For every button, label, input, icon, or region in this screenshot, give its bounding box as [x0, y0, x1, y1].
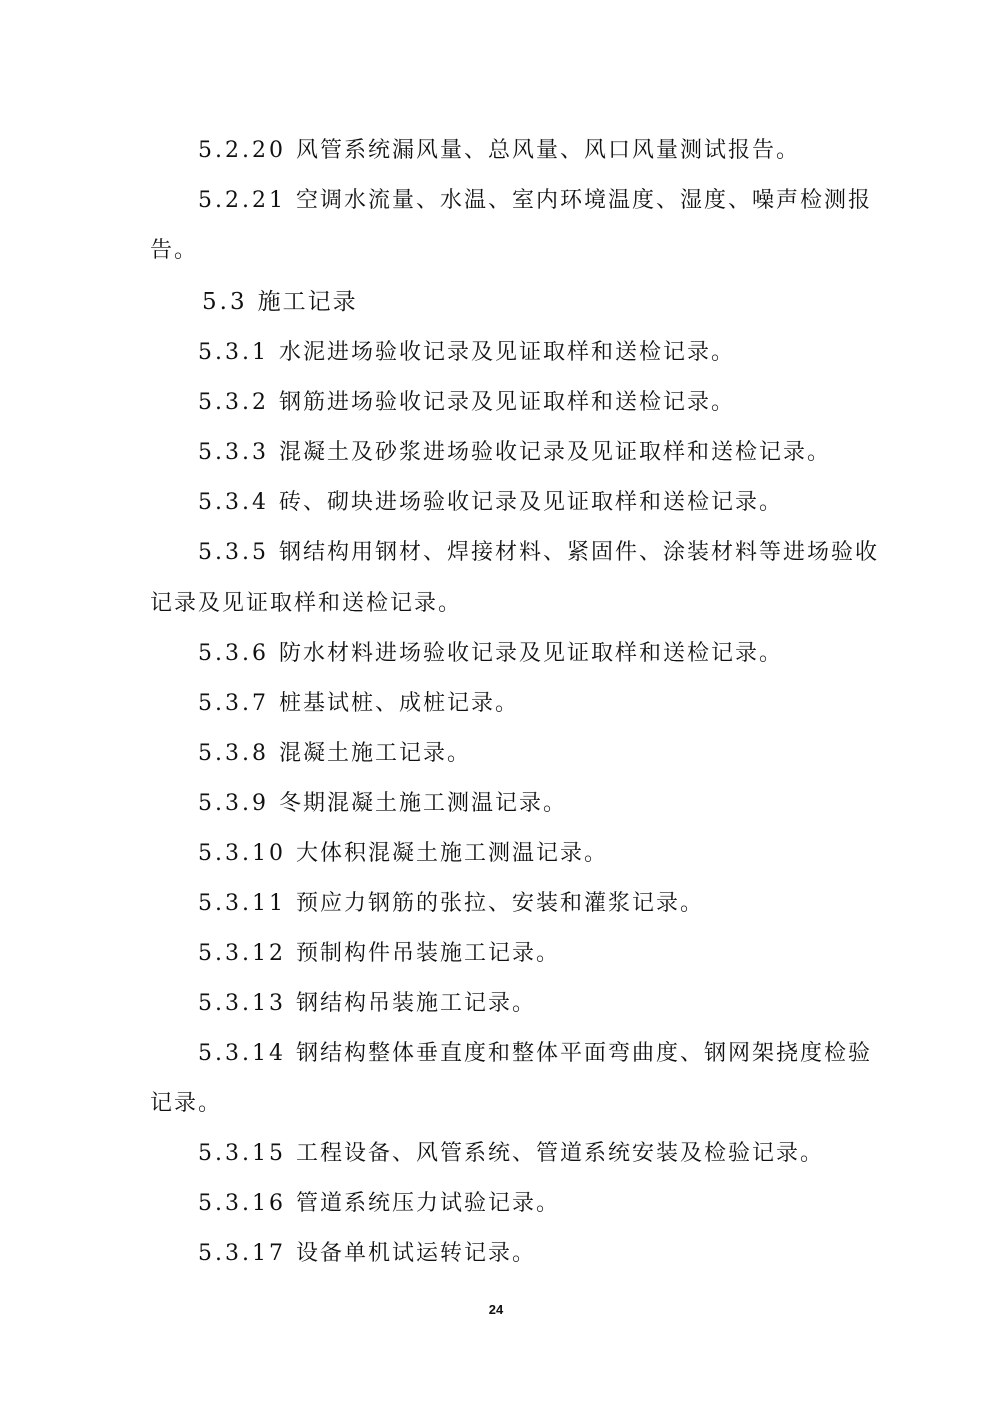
clause-5-3-2 — [198, 388, 735, 418]
clause-number: 5.3.16 — [198, 1191, 286, 1216]
clause-5-2-21 — [198, 186, 872, 216]
clause-text: 砖、砌块进场验收记录及见证取样和送检记录。 — [278, 490, 783, 515]
clause-5-3-14-continuation: 记录。 — [150, 1091, 223, 1116]
clause-5-3-3 — [198, 438, 831, 468]
clause-text: 防水材料进场验收记录及见证取样和送检记录。 — [278, 641, 783, 666]
clause-5-3-5-continuation: 记录及见证取样和送检记录。 — [150, 591, 463, 616]
clause-text: 冬期混凝土施工测温记录。 — [278, 791, 567, 816]
clause-5-2-20 — [198, 136, 800, 166]
clause-text: 钢结构整体垂直度和整体平面弯曲度、钢网架挠度检验 — [295, 1041, 872, 1066]
clause-5-3-4 — [198, 488, 783, 518]
clause-number: 5.3.3 — [198, 440, 269, 465]
section-title: 施工记录 — [257, 289, 358, 315]
clause-5-3-5 — [198, 538, 879, 568]
clause-text: 管道系统压力试验记录。 — [295, 1191, 560, 1216]
clause-5-3-14 — [198, 1039, 872, 1069]
clause-number: 5.3.17 — [198, 1241, 286, 1266]
clause-text: 钢结构吊装施工记录。 — [295, 991, 536, 1016]
clause-5-3-11 — [198, 889, 704, 919]
clause-5-2-21-continuation: 告。 — [150, 238, 199, 263]
clause-number: 5.3.13 — [198, 991, 286, 1016]
clause-5-3-15 — [198, 1139, 824, 1169]
clause-number: 5.3.14 — [198, 1041, 286, 1066]
clause-text: 水泥进场验收记录及见证取样和送检记录。 — [278, 340, 735, 365]
clause-number: 5.3.11 — [198, 891, 286, 916]
clause-text: 混凝土施工记录。 — [278, 741, 471, 766]
clause-5-3-8 — [198, 739, 471, 769]
clause-number: 5.3.12 — [198, 941, 286, 966]
clause-number: 5.2.21 — [198, 188, 286, 213]
clause-number: 5.3.7 — [198, 691, 269, 716]
clause-number: 5.3.15 — [198, 1141, 286, 1166]
clause-5-3-1 — [198, 338, 735, 368]
page-number: 24 — [488, 1302, 504, 1317]
clause-text: 预制构件吊装施工记录。 — [295, 941, 560, 966]
clause-number: 5.3.4 — [198, 490, 269, 515]
clause-number: 5.3.10 — [198, 841, 286, 866]
clause-text: 预应力钢筋的张拉、安装和灌浆记录。 — [295, 891, 704, 916]
clause-5-3-6 — [198, 639, 783, 669]
clause-text: 大体积混凝土施工测温记录。 — [295, 841, 608, 866]
clause-number: 5.3.8 — [198, 741, 269, 766]
clause-5-3-7 — [198, 689, 519, 719]
clause-5-3-9 — [198, 789, 567, 819]
clause-text: 工程设备、风管系统、管道系统安装及检验记录。 — [295, 1141, 824, 1166]
clause-number: 5.3.9 — [198, 791, 269, 816]
clause-5-3-13 — [198, 989, 536, 1019]
clause-text: 混凝土及砂浆进场验收记录及见证取样和送检记录。 — [278, 440, 831, 465]
clause-number: 5.3.2 — [198, 390, 269, 415]
clause-number: 5.3.6 — [198, 641, 269, 666]
clause-5-3-10 — [198, 839, 608, 869]
clause-5-3-17 — [198, 1239, 536, 1269]
section-heading-5-3 — [202, 287, 358, 317]
clause-number: 5.3.5 — [198, 540, 269, 565]
clause-number: 5.3.1 — [198, 340, 269, 365]
clause-text: 桩基试桩、成桩记录。 — [278, 691, 519, 716]
clause-number: 5.2.20 — [198, 138, 286, 163]
clause-text: 设备单机试运转记录。 — [295, 1241, 536, 1266]
clause-text: 风管系统漏风量、总风量、风口风量测试报告。 — [295, 138, 800, 163]
clause-5-3-12 — [198, 939, 560, 969]
section-number: 5.3 — [202, 289, 248, 315]
clause-text: 空调水流量、水温、室内环境温度、湿度、噪声检测报 — [295, 188, 872, 213]
clause-text: 钢结构用钢材、焊接材料、紧固件、涂装材料等进场验收 — [278, 540, 879, 565]
clause-5-3-16 — [198, 1189, 560, 1219]
clause-text: 钢筋进场验收记录及见证取样和送检记录。 — [278, 390, 735, 415]
